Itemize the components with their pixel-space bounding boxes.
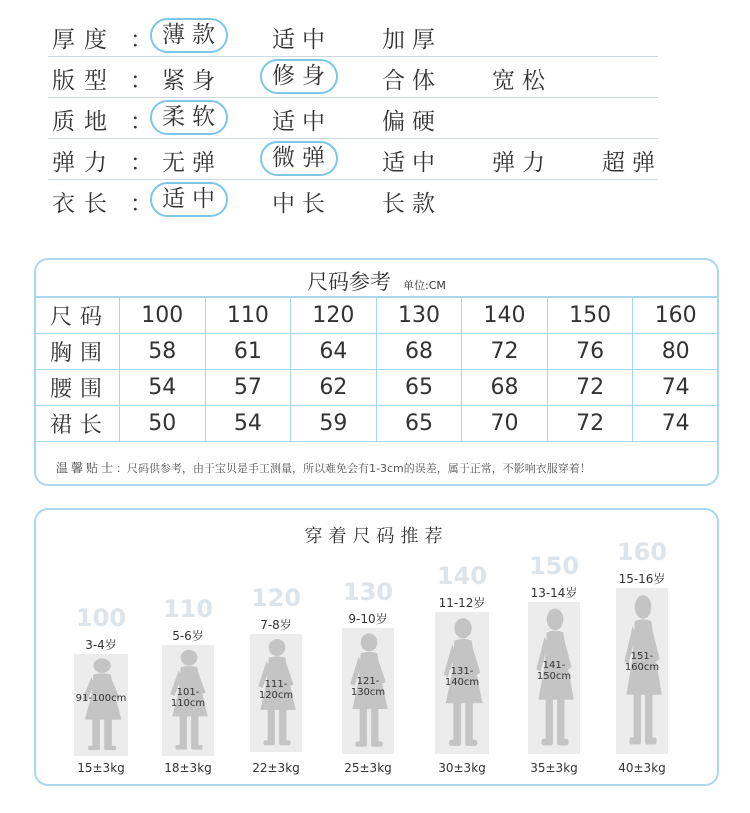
row-header: 尺码 [35,297,120,333]
attr-option: 适中 [272,109,332,135]
attr-option-selected: 薄款 [150,18,228,53]
attr-colon: ： [130,191,153,217]
table-cell: 57 [205,369,291,405]
size-label: 140 [436,562,488,590]
table-cell: 54 [205,405,291,441]
attr-colon: ： [130,109,153,135]
row-header: 胸围 [35,333,120,369]
weight-range: 40±3kg [618,761,666,775]
attr-row-thickness [0,16,750,57]
attr-option: 宽松 [492,68,552,94]
age-label: 9-10岁 [348,612,388,626]
weight-range: 22±3kg [252,761,300,775]
age-label: 13-14岁 [530,586,578,600]
height-range: 91-100cm [75,692,127,704]
attr-row-fit [0,57,750,98]
attr-row-elasticity [0,139,750,180]
table-cell: 140 [462,297,548,333]
weight-range: 35±3kg [530,761,578,775]
height-range: 101-110cm [170,687,206,710]
child-silhouette [74,654,128,756]
table-cell: 68 [462,369,548,405]
table-cell: 150 [547,297,633,333]
attr-row-length [0,180,750,221]
attr-option-selected: 微弹 [260,141,338,176]
weight-range: 25±3kg [344,761,392,775]
table-cell: 72 [547,405,633,441]
height-range: 121-130cm [350,675,386,698]
attr-label: 质地 [52,109,116,135]
table-cell: 64 [291,333,377,369]
attr-option-selected: 柔软 [150,100,228,135]
tip-text: ：尺码供参考，由于宝贝是手工测量，所以难免会有1-3cm的误差，属于正常，不影响衣服穿着！ [116,462,591,475]
attr-option: 弹力 [492,150,552,176]
attr-option: 适中 [272,27,332,53]
size-label: 150 [528,552,580,580]
size-label: 120 [250,584,302,612]
table-cell: 58 [120,333,206,369]
attr-label: 版型 [52,68,116,94]
table-row-skirt-length [35,405,719,441]
table-cell: 110 [205,297,291,333]
warm-tip [56,459,591,476]
attr-label: 厚度 [52,27,116,53]
table-cell: 160 [633,297,719,333]
attr-colon: ： [130,150,153,176]
attr-colon: ： [130,68,153,94]
table-cell: 65 [376,405,462,441]
height-range: 141-150cm [536,659,572,682]
age-label: 11-12岁 [438,596,486,610]
table-cell: 80 [633,333,719,369]
size-reference-title [36,266,717,296]
attr-option: 长款 [382,191,442,217]
table-cell: 54 [120,369,206,405]
height-range: 131-140cm [444,665,480,688]
weight-range: 30±3kg [438,761,486,775]
attr-colon: ： [130,27,153,53]
attr-option: 超弹 [602,150,662,176]
table-cell: 130 [376,297,462,333]
table-cell: 76 [547,333,633,369]
size-label: 160 [616,538,668,566]
table-cell: 70 [462,405,548,441]
attr-row-texture [0,98,750,139]
table-cell: 74 [633,369,719,405]
table-cell: 68 [376,333,462,369]
size-label: 110 [162,595,214,623]
height-range: 111-120cm [258,678,294,701]
size-table [34,296,719,442]
recommendation-title: 穿着尺码推荐 [304,526,449,547]
attr-option-selected: 修身 [260,59,338,94]
product-attributes [0,16,750,221]
table-cell: 59 [291,405,377,441]
child-silhouette-icon [74,654,128,756]
height-range: 151-160cm [624,651,660,674]
table-cell: 50 [120,405,206,441]
table-row-chest [35,333,719,369]
attr-option: 无弹 [162,150,222,176]
size-reference-title-text: 尺码参考 [307,270,392,294]
table-cell: 61 [205,333,291,369]
weight-range: 18±3kg [164,761,212,775]
age-label: 7-8岁 [260,618,292,632]
age-label: 5-6岁 [172,629,204,643]
attr-option: 紧身 [162,68,222,94]
table-cell: 74 [633,405,719,441]
table-cell: 100 [120,297,206,333]
table-cell: 72 [462,333,548,369]
row-header: 腰围 [35,369,120,405]
attr-label: 弹力 [52,150,116,176]
attr-option-selected: 适中 [150,182,228,217]
size-label: 130 [342,578,394,606]
table-cell: 72 [547,369,633,405]
unit-label: 单位:CM [403,279,446,292]
table-cell: 120 [291,297,377,333]
size-label: 100 [75,604,127,632]
tip-label: 温馨贴士 [56,461,117,475]
row-header: 裙长 [35,405,120,441]
attr-label: 衣长 [52,191,116,217]
age-label: 3-4岁 [85,638,117,652]
attr-option: 偏硬 [382,109,442,135]
attr-option: 适中 [382,150,442,176]
weight-range: 15±3kg [77,761,125,775]
attr-option: 合体 [382,68,442,94]
attr-option: 中长 [272,191,332,217]
table-cell: 62 [291,369,377,405]
table-row-waist [35,369,719,405]
table-cell: 65 [376,369,462,405]
attr-option: 加厚 [382,27,442,53]
table-row-size [35,297,719,333]
age-label: 15-16岁 [618,572,666,586]
